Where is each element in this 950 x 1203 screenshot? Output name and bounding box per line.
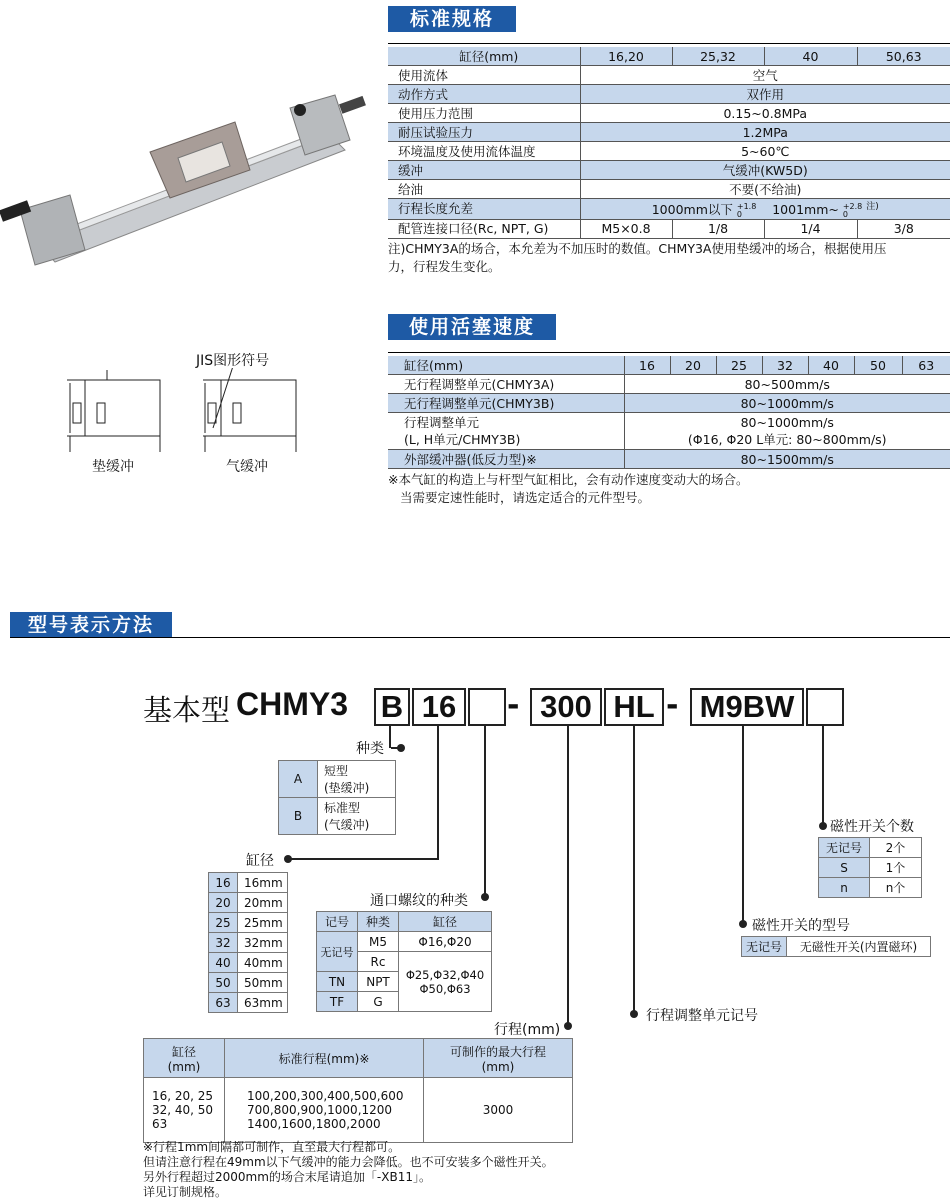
port-header: 缸径 [399, 912, 492, 932]
stroke-header-line: (mm) [481, 1059, 515, 1074]
count-code: 无记号 [819, 838, 870, 858]
model-dash: - [666, 688, 679, 723]
swtype-table [741, 936, 931, 957]
jis-symbols [55, 368, 315, 458]
spec-row-value: 不要(不给油) [580, 180, 950, 199]
bore-code: 63 [209, 993, 238, 1013]
spec-header-col: 16,20 [580, 47, 672, 66]
count-code: S [819, 858, 870, 878]
model-stroke-box: 300 [530, 688, 602, 726]
port-code: 无记号 [317, 932, 358, 972]
leader-dot [819, 822, 827, 830]
stroke-row [144, 1078, 573, 1143]
stroke-max: 3000 [424, 1078, 573, 1143]
bore-row [209, 873, 288, 893]
type-row [279, 798, 396, 835]
port-bore-line: Φ25,Φ32,Φ40 [405, 967, 485, 982]
stroke-header-row [144, 1039, 573, 1078]
port-row [317, 932, 492, 952]
type-desc-line: (气缓冲) [324, 818, 370, 832]
stroke-std-line: 1400,1600,1800,2000 [247, 1117, 381, 1131]
speed-row-label-line: 行程调整单元 [404, 415, 480, 430]
stroke-notes [143, 1140, 554, 1200]
bore-row [209, 933, 288, 953]
count-row [819, 838, 922, 858]
count-value: 1个 [870, 858, 922, 878]
leader-port [484, 726, 486, 896]
model-bore-box: 16 [412, 688, 466, 726]
speed-header-col: 16 [624, 356, 670, 375]
spec-header-col: 25,32 [672, 47, 764, 66]
stroke-header [144, 1039, 225, 1078]
leader-bore-h [288, 858, 439, 860]
spec-row-label: 给油 [388, 180, 580, 199]
count-value: n个 [870, 878, 922, 898]
spec-row-value: 空气 [580, 66, 950, 85]
type-row [279, 761, 396, 798]
type-code: B [279, 798, 318, 835]
type-code: A [279, 761, 318, 798]
spec-tolerance-row [388, 199, 950, 220]
stroke-header-line: 缸径 [171, 1044, 196, 1059]
port-kind: Rc [358, 952, 399, 972]
speed-title: 使用活塞速度 [388, 314, 556, 340]
spec-row-label: 缓冲 [388, 161, 580, 180]
speed-note-line: ※本气缸的构造上与杆型气缸相比，会有动作速度变动大的场合。 [388, 472, 749, 487]
spec-row-label: 动作方式 [388, 85, 580, 104]
speed-row-value: 80~500mm/s [624, 375, 950, 394]
spec-row [388, 104, 950, 123]
port-table [316, 911, 492, 1012]
count-code: n [819, 878, 870, 898]
speed-row [388, 413, 950, 450]
port-bore-line: Φ50,Φ63 [419, 981, 471, 996]
bore-row [209, 913, 288, 933]
speed-row-label [388, 413, 624, 450]
tol-sub1: 0 [736, 209, 742, 219]
leader-dot [564, 1022, 572, 1030]
port-bore: Φ16,Φ20 [399, 932, 492, 952]
spec-row [388, 161, 950, 180]
speed-row [388, 375, 950, 394]
jis-air-label: 气缓冲 [226, 459, 268, 475]
stroke-note-line: 但请注意行程在49mm以下气缓冲的能力会降低。也不可安装多个磁性开关。 [143, 1155, 554, 1169]
type-table [278, 760, 396, 835]
model-port-box [468, 688, 506, 726]
spec-row-value: 气缓冲(KW5D) [580, 161, 950, 180]
speed-table [388, 356, 950, 469]
spec-row-label: 使用压力范围 [388, 104, 580, 123]
speed-row [388, 394, 950, 413]
count-value: 2个 [870, 838, 922, 858]
tol-v2: 1001mm~ [772, 202, 839, 218]
bore-code: 50 [209, 973, 238, 993]
bore-value: 20mm [238, 893, 288, 913]
speed-note [388, 471, 748, 507]
port-bore [399, 952, 492, 1012]
spec-tolerance-value [580, 199, 950, 220]
stroke-bores [144, 1078, 225, 1143]
spec-header-col: 50,63 [857, 47, 950, 66]
bore-code: 20 [209, 893, 238, 913]
speed-row-label-line: (L, H单元/CHMY3B) [404, 432, 521, 447]
leader-dot [284, 855, 292, 863]
model-series: CHMY3 [236, 686, 349, 722]
speed-row-label: 无行程调整单元(CHMY3A) [388, 375, 624, 394]
speed-header-col: 40 [808, 356, 854, 375]
leader-type [389, 726, 391, 748]
spec-note-line: 注)CHMY3A的场合，本允差为不加压时的数值。CHMY3A使用垫缓冲的场合，根据使用压 [388, 241, 887, 256]
model-title: 型号表示方法 [10, 612, 172, 638]
leader-count [822, 726, 824, 826]
speed-header-col: 63 [902, 356, 950, 375]
model-switch-box: M9BW [690, 688, 804, 726]
port-code: TF [317, 992, 358, 1012]
bore-value: 63mm [238, 993, 288, 1013]
stroke-table [143, 1038, 573, 1143]
port-header: 种类 [358, 912, 399, 932]
port-value: 1/8 [672, 219, 764, 238]
spec-row-label: 环境温度及使用流体温度 [388, 142, 580, 161]
jis-pad-label: 垫缓冲 [92, 459, 134, 475]
bore-row [209, 993, 288, 1013]
bore-value: 40mm [238, 953, 288, 973]
spec-title: 标准规格 [388, 6, 516, 32]
swtype-label: 磁性开关的型号 [752, 918, 850, 934]
port-kind: NPT [358, 972, 399, 992]
leader-unit [633, 726, 635, 1014]
leader-bore [437, 726, 439, 860]
model-top-rule [10, 637, 950, 638]
stroke-header: 标准行程(mm)※ [225, 1039, 424, 1078]
speed-header-bore: 缸径(mm) [388, 356, 624, 375]
bore-row [209, 893, 288, 913]
spec-port-row [388, 219, 950, 238]
tol-sub2: 0 [842, 209, 848, 219]
bore-code: 32 [209, 933, 238, 953]
bore-code: 25 [209, 913, 238, 933]
bore-table [208, 872, 288, 1013]
speed-header-col: 25 [716, 356, 762, 375]
speed-top-rule [388, 352, 950, 353]
model-type-box: B [374, 688, 410, 726]
speed-note-line: 当需要定速性能时，请选定适合的元件型号。 [400, 490, 651, 505]
stroke-bore-line: 32, 40, 50 [152, 1103, 214, 1117]
count-row [819, 858, 922, 878]
bore-code: 40 [209, 953, 238, 973]
stroke-header [424, 1039, 573, 1078]
tol-v1: 1000mm以下 [651, 202, 733, 218]
port-code: TN [317, 972, 358, 992]
count-table [818, 837, 922, 898]
spec-row [388, 142, 950, 161]
type-desc-line: 标准型 [324, 801, 361, 815]
port-header: 记号 [317, 912, 358, 932]
count-label: 磁性开关个数 [830, 819, 914, 835]
type-desc [318, 798, 396, 835]
speed-header-row [388, 356, 950, 375]
model-unit-box: HL [604, 688, 664, 726]
spec-row [388, 66, 950, 85]
cylinder-photo [0, 80, 370, 280]
spec-note [388, 240, 950, 276]
bore-value: 50mm [238, 973, 288, 993]
speed-header-col: 32 [762, 356, 808, 375]
type-desc-line: 短型 [324, 764, 349, 778]
jis-title: JIS图形符号 [196, 353, 270, 369]
count-row [819, 878, 922, 898]
spec-row-value: 0.15~0.8MPa [580, 104, 950, 123]
model-count-box [806, 688, 844, 726]
spec-row-label: 配管连接口径(Rc, NPT, G) [388, 219, 580, 238]
spec-row-value: 5~60℃ [580, 142, 950, 161]
spec-top-rule [388, 43, 950, 44]
speed-row-value: 80~1000mm/s [624, 394, 950, 413]
speed-row-value-line: 80~1000mm/s [740, 415, 834, 430]
speed-row-label: 无行程调整单元(CHMY3B) [388, 394, 624, 413]
stroke-std-line: 100,200,300,400,500,600 [247, 1089, 404, 1103]
spec-row-value: 双作用 [580, 85, 950, 104]
stroke-note-line: 另外行程超过2000mm的场合末尾请追加「-XB11」。 [143, 1170, 431, 1184]
model-dash: - [507, 688, 520, 723]
swtype-value: 无磁性开关(内置磁环) [787, 937, 931, 957]
bore-code: 16 [209, 873, 238, 893]
stroke-header-line: (mm) [167, 1059, 201, 1074]
port-value: 3/8 [857, 219, 950, 238]
speed-header-col: 20 [670, 356, 716, 375]
port-kind: M5 [358, 932, 399, 952]
speed-row-label: 外部缓冲器(低反力型)※ [388, 450, 624, 469]
spec-note-line: 力，行程发生变化。 [388, 259, 501, 274]
spec-header-col: 40 [764, 47, 857, 66]
speed-row [388, 450, 950, 469]
stroke-header-line: 可制作的最大行程 [449, 1044, 546, 1059]
port-kind: G [358, 992, 399, 1012]
spec-header-row [388, 47, 950, 66]
bore-value: 32mm [238, 933, 288, 953]
spec-header-bore: 缸径(mm) [388, 47, 580, 66]
spec-table [388, 47, 950, 239]
leader-dot [481, 893, 489, 901]
type-label: 种类 [356, 741, 384, 757]
port-header-row [317, 912, 492, 932]
stroke-bore-line: 16, 20, 25 [152, 1089, 214, 1103]
bore-label: 缸径 [246, 853, 274, 869]
speed-row-value: 80~1500mm/s [624, 450, 950, 469]
leader-switch [742, 726, 744, 924]
leader-dot [739, 920, 747, 928]
model-prefix: 基本型 [143, 693, 231, 727]
bore-value: 16mm [238, 873, 288, 893]
bore-row [209, 953, 288, 973]
speed-header-col: 50 [854, 356, 902, 375]
type-desc [318, 761, 396, 798]
stroke-note-line: ※行程1mm间隔都可制作，直至最大行程都可。 [143, 1140, 401, 1154]
stroke-note-line: 详见订制规格。 [143, 1185, 228, 1199]
spec-row-label: 使用流体 [388, 66, 580, 85]
speed-row-value-line: (Φ16, Φ20 L单元: 80~800mm/s) [687, 432, 887, 447]
port-value: 1/4 [764, 219, 857, 238]
tol-sup2: +2.8 [842, 201, 863, 211]
swtype-code: 无记号 [742, 937, 787, 957]
type-desc-line: (垫缓冲) [324, 781, 370, 795]
tol-sup1: +1.8 [736, 201, 757, 211]
stroke-label: 行程(mm) [494, 1022, 561, 1038]
bore-row [209, 973, 288, 993]
stroke-std [225, 1078, 424, 1143]
leader-type-h [391, 747, 399, 749]
speed-row-value [624, 413, 950, 450]
spec-row-value: 1.2MPa [580, 123, 950, 142]
unit-label: 行程调整单元记号 [646, 1008, 758, 1024]
tol-note: 注) [866, 202, 879, 212]
spec-row-label: 耐压试验压力 [388, 123, 580, 142]
spec-row [388, 180, 950, 199]
port-label: 通口螺纹的种类 [370, 893, 468, 909]
spec-row [388, 85, 950, 104]
swtype-row [742, 937, 931, 957]
leader-dot [630, 1010, 638, 1018]
leader-stroke [567, 726, 569, 1026]
stroke-std-line: 700,800,900,1000,1200 [247, 1103, 393, 1117]
stroke-bore-line: 63 [152, 1117, 168, 1131]
port-value: M5×0.8 [580, 219, 672, 238]
spec-row-label: 行程长度允差 [388, 199, 580, 220]
spec-row [388, 123, 950, 142]
bore-value: 25mm [238, 913, 288, 933]
